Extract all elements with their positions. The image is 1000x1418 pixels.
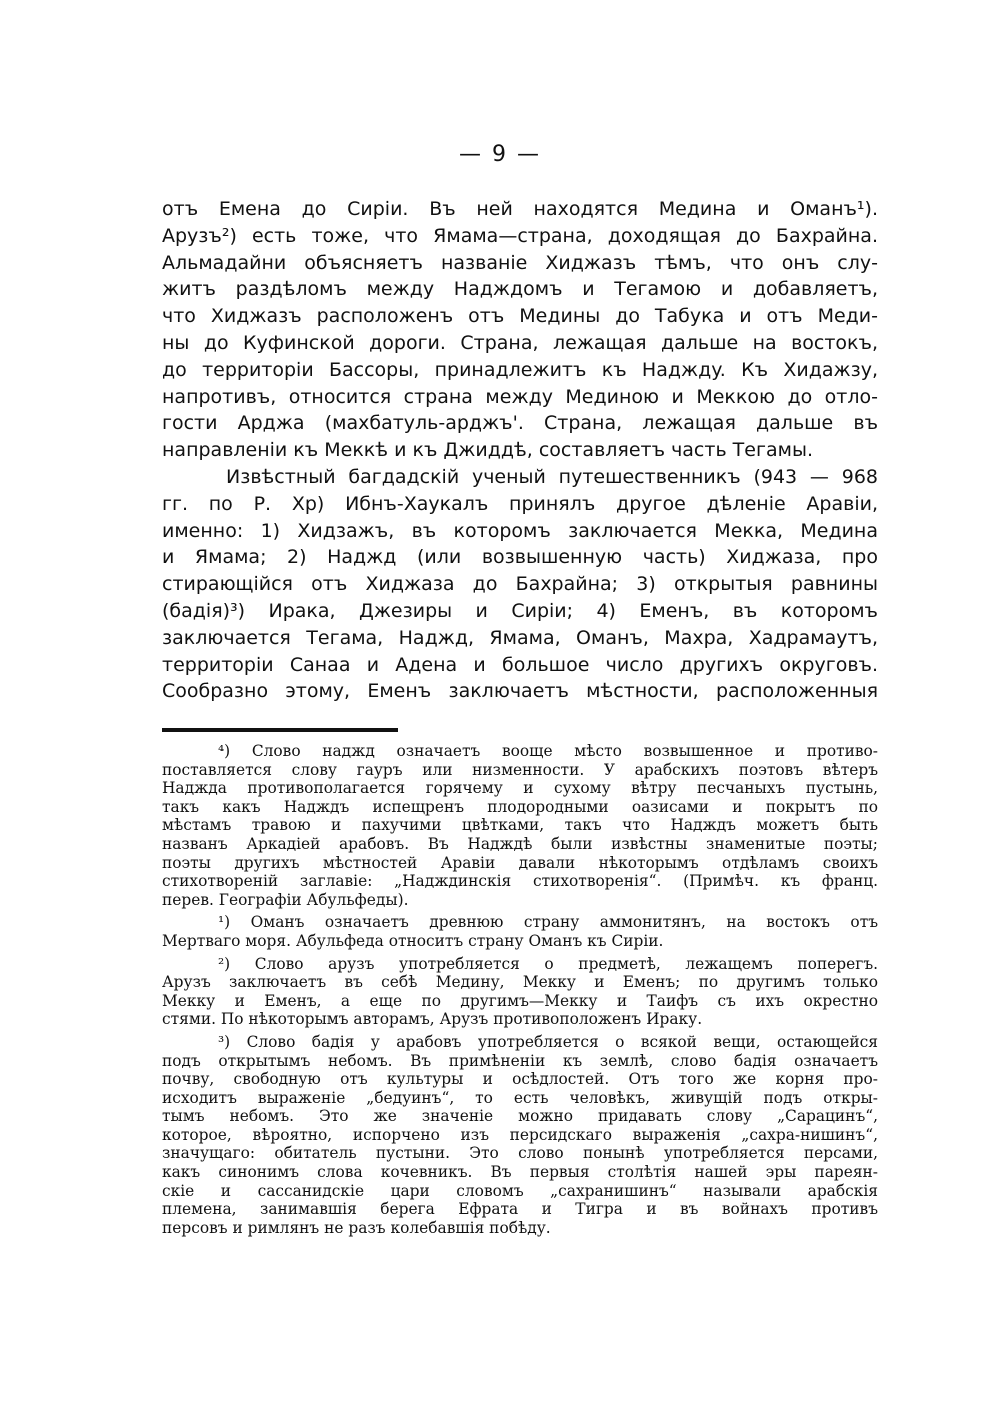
footnote-line: тымъ небомъ. Это же значеніе можно придавать слову „Сарацинъ“, [162, 1107, 878, 1126]
footnote-line: поэты другихъ мѣстностей Аравіи давали нѣкоторымъ отдѣламъ своихъ [162, 853, 878, 872]
text-line: заключается Тегама, Наджд, Ямама, Оманъ, Махра, Хадрамаутъ, [162, 626, 878, 649]
text-line: и Ямама; 2) Наджд (или возвышенную часть) Хиджаза, про [162, 546, 878, 569]
footnote-line: такъ какъ Надждъ испещренъ плодородными оазисами и покрытъ по [162, 797, 878, 816]
main-text [162, 196, 878, 705]
text-line: что Хиджазъ расположенъ отъ Медины до Табука и отъ Меди- [162, 305, 878, 328]
text-line: направленіи къ Меккѣ и къ Джиддѣ, составляетъ часть Тегамы. [162, 439, 813, 462]
text-line: гости Арджа (махбатуль-арджъ'. Страна, лежащая дальше въ [162, 412, 878, 435]
footnote-line: Мертваго моря. Абульфеда относитъ страну Оманъ къ Сиріи. [162, 931, 664, 950]
footnote-line: персовъ и римлянъ не разъ колебавшія побѣду. [162, 1218, 551, 1237]
footnote-line: мѣстамъ травою и пахучими цвѣтками, такъ что Надждъ можетъ быть [162, 816, 878, 835]
text-line: стирающійся отъ Хиджаза до Бахрайна; 3) открытыя равнины [162, 573, 878, 596]
text-line: территоріи Санаа и Адена и большое число другихъ округовъ. [162, 653, 878, 676]
footnote-divider [162, 728, 398, 732]
footnote-line: ⁴) Слово наджд означаетъ вооще мѣсто возвышенное и противо- [218, 742, 878, 760]
text-line: ны до Куфинской дороги. Страна, лежащая дальше на востокъ, [162, 331, 878, 354]
footnote-line: значущаго: обитатель пустыни. Это слово понынѣ употребляется персами, [162, 1144, 878, 1163]
text-line: (бадія)³) Ирака, Джезиры и Сиріи; 4) Еменъ, въ которомъ [162, 599, 878, 622]
text-line: гг. по Р. Хр) Ибнъ-Хаукалъ принялъ другое дѣленіе Аравіи, [162, 492, 878, 515]
footnotes [162, 742, 878, 1241]
footnote-line: стихотвореній заглавіе: „Надждинскія стихотворенія“. (Примѣч. къ франц. [162, 872, 878, 891]
footnote-line: ¹) Оманъ означаетъ древнюю страну аммонитянъ, на востокъ отъ [218, 913, 878, 932]
footnote-line: какъ синонимъ слова кочевникъ. Въ первыя столѣтія нашей эры пареян- [162, 1163, 878, 1182]
footnote [162, 742, 878, 909]
footnote-line: подъ открытымъ небомъ. Въ примѣненіи къ землѣ, слово бадія означаетъ [162, 1051, 878, 1070]
footnote-line: Арузъ заключаетъ въ себѣ Медину, Мекку и Еменъ; по другимъ только [162, 973, 878, 992]
footnote [162, 955, 878, 1029]
footnote [162, 913, 878, 950]
footnote-line: исходитъ выраженіе „бедуинъ“, то есть человѣкъ, живущій подъ откры- [162, 1088, 878, 1107]
text-line: Альмадайни объясняетъ названіе Хиджазъ тѣмъ, что онъ слу- [162, 251, 878, 274]
text-line: Сообразно этому, Еменъ заключаетъ мѣстности, расположенныя [162, 680, 878, 703]
footnote-line: перев. Географіи Абульфеды). [162, 890, 409, 909]
footnote-line: поставляется слову гауръ или низменности. У арабскихъ поэтовъ вѣтеръ [162, 760, 878, 779]
footnote-line: почву, свободную отъ культуры и осѣдлостей. Отъ того же корня про- [162, 1070, 878, 1089]
footnote-line: ²) Слово арузъ употребляется о предметѣ, лежащемъ поперегъ. [218, 954, 878, 973]
text-line: житъ раздѣломъ между Надждомъ и Тегамою и добавляетъ, [162, 278, 878, 301]
text-line: Арузъ²) есть тоже, что Ямама—страна, доходящая до Бахрайна. [162, 224, 878, 247]
text-line: отъ Емена до Сиріи. Въ ней находятся Медина и Оманъ¹). [162, 198, 878, 220]
text-line: Извѣстный багдадскій ученый путешественникъ (943 — 968 [226, 465, 878, 488]
footnote-line: названъ Аркадіей арабовъ. Въ Надждѣ были извѣстны знаменитые поэты; [162, 834, 878, 853]
footnote-line: стями. По нѣкоторымъ авторамъ, Арузъ противоположенъ Ираку. [162, 1010, 703, 1029]
footnote-line: которое, вѣроятно, испорчено изъ персидскаго выраженія „сахра-нишинъ“, [162, 1125, 878, 1144]
footnote-line: Мекку и Еменъ, а еще по другимъ—Мекку и Таифъ съ ихъ окрестно [162, 991, 878, 1010]
footnote-line: племена, занимавшія берега Ефрата и Тигра и въ войнахъ противъ [162, 1200, 878, 1219]
footnote-line: ³) Слово бадія у арабовъ употребляется о всякой вещи, остающейся [218, 1032, 878, 1051]
footnote [162, 1033, 878, 1238]
footnote-line: скіе и сассанидскіе цари словомъ „сахранишинъ“ называли арабскія [162, 1181, 878, 1200]
footnote-line: Наджда противополагается горячему и сухому вѣтру песчаныхъ пустынь, [162, 779, 878, 798]
text-line: именно: 1) Хидзажъ, въ которомъ заключается Мекка, Медина [162, 519, 878, 542]
text-line: до территоріи Бассоры, принадлежитъ къ Надждy. Къ Хидажзу, [162, 358, 878, 381]
page-number: — 9 — [459, 142, 541, 167]
text-line: напротивъ, относится страна между Мединою и Меккою до отло- [162, 385, 878, 408]
